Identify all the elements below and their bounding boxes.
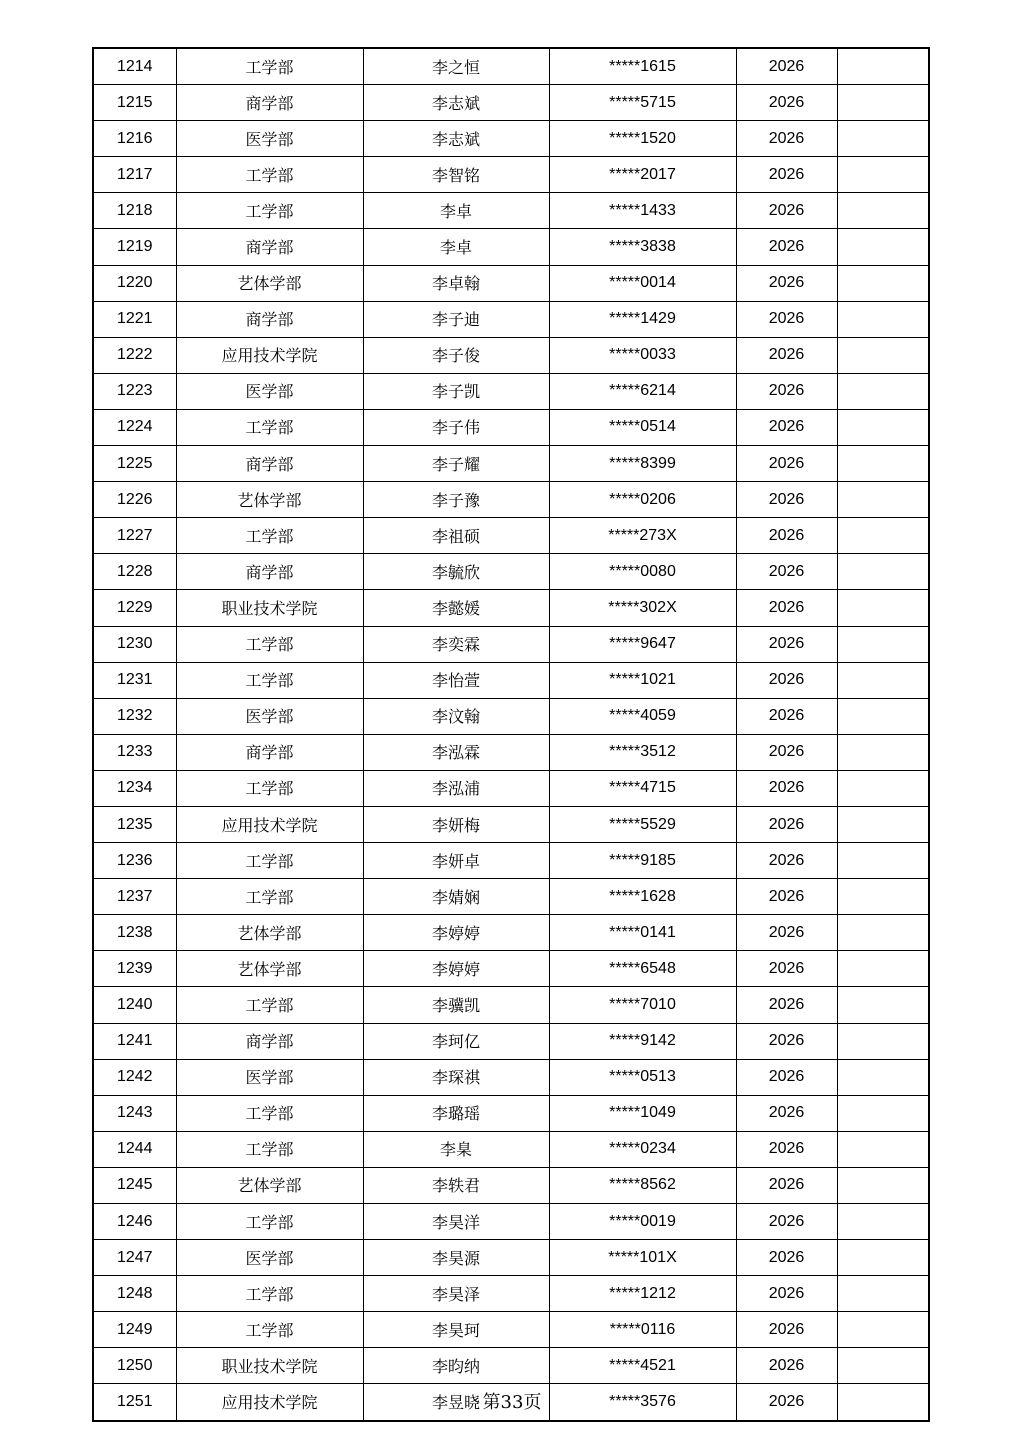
table-row [93,554,929,590]
table-row [93,626,929,662]
year-cell: 2026 [736,193,837,229]
remarks-cell [837,590,929,626]
masked-id-cell: *****0141 [549,915,736,951]
masked-id-cell: *****9185 [549,843,736,879]
department-cell: 艺体学部 [176,265,363,301]
row-number-cell: 1214 [93,48,176,85]
department-cell: 工学部 [176,518,363,554]
department-cell: 商学部 [176,734,363,770]
remarks-cell [837,121,929,157]
student-name-cell: 李婧娴 [363,879,549,915]
remarks-cell [837,987,929,1023]
student-name-cell: 李懿媛 [363,590,549,626]
masked-id-cell: *****0116 [549,1312,736,1348]
table-row [93,1095,929,1131]
student-name-cell: 李轶君 [363,1167,549,1203]
table-row [93,1023,929,1059]
remarks-cell [837,1348,929,1384]
student-name-cell: 李汶翰 [363,698,549,734]
student-name-cell: 李骥凯 [363,987,549,1023]
row-number-cell: 1246 [93,1204,176,1240]
remarks-cell [837,698,929,734]
remarks-cell [837,482,929,518]
remarks-cell [837,770,929,806]
remarks-cell [837,85,929,121]
student-name-cell: 李婷婷 [363,951,549,987]
table-row [93,265,929,301]
year-cell: 2026 [736,987,837,1023]
row-number-cell: 1225 [93,446,176,482]
department-cell: 医学部 [176,1240,363,1276]
year-cell: 2026 [736,229,837,265]
year-cell: 2026 [736,951,837,987]
masked-id-cell: *****0033 [549,337,736,373]
table-row [93,951,929,987]
row-number-cell: 1242 [93,1059,176,1095]
table-row [93,48,929,85]
student-name-cell: 李婷婷 [363,915,549,951]
row-number-cell: 1234 [93,770,176,806]
department-cell: 商学部 [176,554,363,590]
remarks-cell [837,1204,929,1240]
remarks-cell [837,301,929,337]
year-cell: 2026 [736,446,837,482]
department-cell: 工学部 [176,48,363,85]
year-cell: 2026 [736,409,837,445]
year-cell: 2026 [736,734,837,770]
row-number-cell: 1216 [93,121,176,157]
student-name-cell: 李子俊 [363,337,549,373]
masked-id-cell: *****0014 [549,265,736,301]
department-cell: 商学部 [176,446,363,482]
row-number-cell: 1248 [93,1276,176,1312]
student-name-cell: 李祖硕 [363,518,549,554]
year-cell: 2026 [736,121,837,157]
department-cell: 工学部 [176,770,363,806]
masked-id-cell: *****101X [549,1240,736,1276]
masked-id-cell: *****4521 [549,1348,736,1384]
student-name-cell: 李珂亿 [363,1023,549,1059]
year-cell: 2026 [736,879,837,915]
year-cell: 2026 [736,1131,837,1167]
department-cell: 工学部 [176,157,363,193]
department-cell: 艺体学部 [176,482,363,518]
table-row [93,85,929,121]
student-name-cell: 李臬 [363,1131,549,1167]
student-name-cell: 李昱晓 [363,1384,549,1421]
row-number-cell: 1232 [93,698,176,734]
row-number-cell: 1233 [93,734,176,770]
row-number-cell: 1229 [93,590,176,626]
remarks-cell [837,446,929,482]
row-number-cell: 1235 [93,806,176,842]
masked-id-cell: *****1433 [549,193,736,229]
remarks-cell [837,1095,929,1131]
masked-id-cell: *****6548 [549,951,736,987]
student-name-cell: 李毓欣 [363,554,549,590]
student-name-cell: 李昊源 [363,1240,549,1276]
row-number-cell: 1230 [93,626,176,662]
row-number-cell: 1237 [93,879,176,915]
table-row [93,698,929,734]
masked-id-cell: *****2017 [549,157,736,193]
department-cell: 应用技术学院 [176,1384,363,1421]
department-cell: 医学部 [176,698,363,734]
department-cell: 医学部 [176,121,363,157]
department-cell: 工学部 [176,409,363,445]
masked-id-cell: *****1520 [549,121,736,157]
row-number-cell: 1226 [93,482,176,518]
student-name-cell: 李怡萱 [363,662,549,698]
remarks-cell [837,662,929,698]
row-number-cell: 1241 [93,1023,176,1059]
table-row [93,662,929,698]
year-cell: 2026 [736,85,837,121]
masked-id-cell: *****8399 [549,446,736,482]
table-row [93,806,929,842]
remarks-cell [837,1240,929,1276]
masked-id-cell: *****9647 [549,626,736,662]
page-number: 第33页 [482,1392,542,1413]
remarks-cell [837,1059,929,1095]
row-number-cell: 1240 [93,987,176,1023]
remarks-cell [837,734,929,770]
year-cell: 2026 [736,626,837,662]
table-row [93,879,929,915]
masked-id-cell: *****0206 [549,482,736,518]
row-number-cell: 1244 [93,1131,176,1167]
masked-id-cell: *****7010 [549,987,736,1023]
department-cell: 应用技术学院 [176,806,363,842]
year-cell: 2026 [736,1240,837,1276]
row-number-cell: 1224 [93,409,176,445]
row-number-cell: 1231 [93,662,176,698]
masked-id-cell: *****6214 [549,373,736,409]
table-row [93,987,929,1023]
table-row [93,121,929,157]
department-cell: 工学部 [176,1312,363,1348]
masked-id-cell: *****1628 [549,879,736,915]
year-cell: 2026 [736,48,837,85]
row-number-cell: 1238 [93,915,176,951]
masked-id-cell: *****0514 [549,409,736,445]
remarks-cell [837,843,929,879]
row-number-cell: 1223 [93,373,176,409]
student-name-cell: 李昊洋 [363,1204,549,1240]
masked-id-cell: *****5715 [549,85,736,121]
table-row [93,590,929,626]
table-row [93,1167,929,1203]
row-number-cell: 1217 [93,157,176,193]
student-name-cell: 李昀纳 [363,1348,549,1384]
remarks-cell [837,951,929,987]
masked-id-cell: *****0080 [549,554,736,590]
table-row [93,229,929,265]
student-name-cell: 李璐瑶 [363,1095,549,1131]
table-row [93,915,929,951]
table-row [93,157,929,193]
table-row [93,337,929,373]
remarks-cell [837,48,929,85]
remarks-cell [837,915,929,951]
remarks-cell [837,229,929,265]
table-row [93,1059,929,1095]
roster-table-body [93,48,929,1421]
remarks-cell [837,409,929,445]
student-name-cell: 李之恒 [363,48,549,85]
masked-id-cell: *****0019 [549,1204,736,1240]
row-number-cell: 1247 [93,1240,176,1276]
year-cell: 2026 [736,1348,837,1384]
row-number-cell: 1236 [93,843,176,879]
department-cell: 商学部 [176,301,363,337]
year-cell: 2026 [736,1059,837,1095]
table-row [93,446,929,482]
department-cell: 商学部 [176,85,363,121]
masked-id-cell: *****0513 [549,1059,736,1095]
remarks-cell [837,879,929,915]
student-name-cell: 李卓 [363,229,549,265]
department-cell: 工学部 [176,843,363,879]
masked-id-cell: *****1049 [549,1095,736,1131]
year-cell: 2026 [736,1384,837,1421]
masked-id-cell: *****1615 [549,48,736,85]
roster-table [92,47,930,1422]
student-name-cell: 李泓霖 [363,734,549,770]
table-row [93,1240,929,1276]
table-row [93,1276,929,1312]
year-cell: 2026 [736,518,837,554]
year-cell: 2026 [736,770,837,806]
department-cell: 医学部 [176,1059,363,1095]
remarks-cell [837,1276,929,1312]
table-row [93,770,929,806]
department-cell: 艺体学部 [176,915,363,951]
student-name-cell: 李子豫 [363,482,549,518]
department-cell: 艺体学部 [176,951,363,987]
masked-id-cell: *****9142 [549,1023,736,1059]
year-cell: 2026 [736,698,837,734]
row-number-cell: 1221 [93,301,176,337]
student-name-cell: 李妍梅 [363,806,549,842]
table-row [93,734,929,770]
row-number-cell: 1222 [93,337,176,373]
masked-id-cell: *****1212 [549,1276,736,1312]
remarks-cell [837,1131,929,1167]
student-name-cell: 李志斌 [363,85,549,121]
remarks-cell [837,806,929,842]
department-cell: 工学部 [176,626,363,662]
masked-id-cell: *****8562 [549,1167,736,1203]
year-cell: 2026 [736,373,837,409]
remarks-cell [837,337,929,373]
student-name-cell: 李卓 [363,193,549,229]
year-cell: 2026 [736,1095,837,1131]
row-number-cell: 1227 [93,518,176,554]
table-row [93,843,929,879]
row-number-cell: 1249 [93,1312,176,1348]
student-name-cell: 李子迪 [363,301,549,337]
year-cell: 2026 [736,662,837,698]
year-cell: 2026 [736,301,837,337]
remarks-cell [837,1167,929,1203]
student-name-cell: 李妍卓 [363,843,549,879]
table-row [93,373,929,409]
department-cell: 职业技术学院 [176,590,363,626]
remarks-cell [837,1312,929,1348]
student-name-cell: 李琛祺 [363,1059,549,1095]
student-name-cell: 李卓翰 [363,265,549,301]
year-cell: 2026 [736,1312,837,1348]
remarks-cell [837,265,929,301]
student-name-cell: 李奕霖 [363,626,549,662]
department-cell: 工学部 [176,1131,363,1167]
year-cell: 2026 [736,482,837,518]
table-row [93,1204,929,1240]
remarks-cell [837,193,929,229]
remarks-cell [837,554,929,590]
department-cell: 工学部 [176,193,363,229]
student-name-cell: 李子耀 [363,446,549,482]
department-cell: 商学部 [176,229,363,265]
masked-id-cell: *****273X [549,518,736,554]
year-cell: 2026 [736,843,837,879]
year-cell: 2026 [736,157,837,193]
masked-id-cell: *****1021 [549,662,736,698]
year-cell: 2026 [736,1276,837,1312]
department-cell: 医学部 [176,373,363,409]
masked-id-cell: *****3512 [549,734,736,770]
year-cell: 2026 [736,1167,837,1203]
year-cell: 2026 [736,1204,837,1240]
masked-id-cell: *****4059 [549,698,736,734]
remarks-cell [837,518,929,554]
year-cell: 2026 [736,806,837,842]
row-number-cell: 1239 [93,951,176,987]
remarks-cell [837,157,929,193]
department-cell: 工学部 [176,662,363,698]
masked-id-cell: *****0234 [549,1131,736,1167]
masked-id-cell: *****3838 [549,229,736,265]
remarks-cell [837,1023,929,1059]
department-cell: 工学部 [176,879,363,915]
year-cell: 2026 [736,590,837,626]
student-name-cell: 李泓浦 [363,770,549,806]
department-cell: 工学部 [176,1276,363,1312]
year-cell: 2026 [736,915,837,951]
student-name-cell: 李子伟 [363,409,549,445]
year-cell: 2026 [736,554,837,590]
student-name-cell: 李昊泽 [363,1276,549,1312]
year-cell: 2026 [736,1023,837,1059]
table-row [93,409,929,445]
student-name-cell: 李昊珂 [363,1312,549,1348]
row-number-cell: 1220 [93,265,176,301]
row-number-cell: 1215 [93,85,176,121]
remarks-cell [837,373,929,409]
row-number-cell: 1245 [93,1167,176,1203]
masked-id-cell: *****302X [549,590,736,626]
year-cell: 2026 [736,265,837,301]
department-cell: 工学部 [176,1204,363,1240]
masked-id-cell: *****5529 [549,806,736,842]
table-row [93,518,929,554]
student-name-cell: 李子凯 [363,373,549,409]
department-cell: 应用技术学院 [176,337,363,373]
student-name-cell: 李志斌 [363,121,549,157]
table-row [93,193,929,229]
table-row [93,1131,929,1167]
department-cell: 工学部 [176,1095,363,1131]
department-cell: 商学部 [176,1023,363,1059]
row-number-cell: 1218 [93,193,176,229]
student-name-cell: 李智铭 [363,157,549,193]
table-row [93,1312,929,1348]
row-number-cell: 1250 [93,1348,176,1384]
department-cell: 职业技术学院 [176,1348,363,1384]
row-number-cell: 1243 [93,1095,176,1131]
masked-id-cell: *****4715 [549,770,736,806]
table-row [93,482,929,518]
remarks-cell [837,626,929,662]
row-number-cell: 1228 [93,554,176,590]
department-cell: 艺体学部 [176,1167,363,1203]
table-row [93,301,929,337]
row-number-cell: 1251 [93,1384,176,1421]
row-number-cell: 1219 [93,229,176,265]
department-cell: 工学部 [176,987,363,1023]
masked-id-cell: *****3576 [549,1384,736,1421]
year-cell: 2026 [736,337,837,373]
masked-id-cell: *****1429 [549,301,736,337]
table-row [93,1348,929,1384]
